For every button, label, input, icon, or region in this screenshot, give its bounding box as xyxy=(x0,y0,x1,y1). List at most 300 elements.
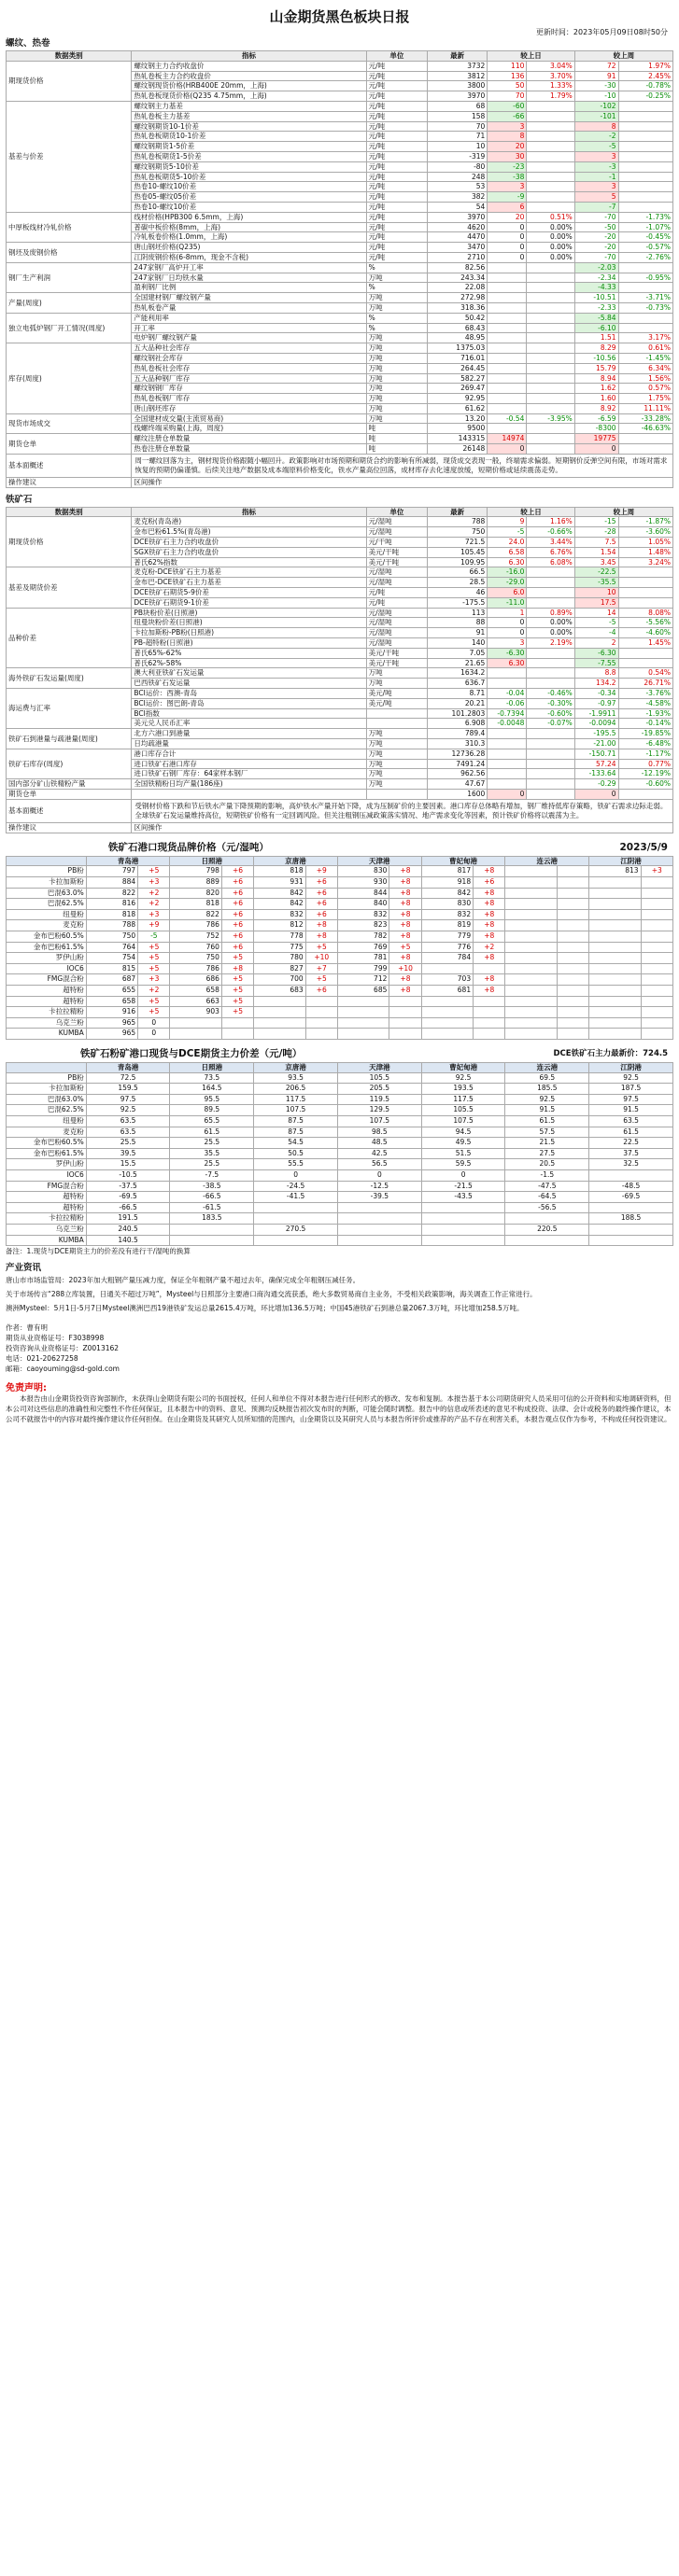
spread-cell: 119.5 xyxy=(337,1094,421,1105)
cell: 2 xyxy=(574,638,618,649)
cell xyxy=(618,323,672,333)
cell: -6.48% xyxy=(618,739,672,749)
cell: 0.00% xyxy=(527,252,574,262)
cell: 1.16% xyxy=(527,517,574,527)
cell: 6.76% xyxy=(527,547,574,557)
cell: 元/吨 xyxy=(366,91,427,102)
price-cell xyxy=(589,1007,641,1018)
cell: 1600 xyxy=(428,789,488,799)
spread-cell: -21.5 xyxy=(421,1181,505,1192)
change-cell xyxy=(474,996,505,1007)
cell: 开工率 xyxy=(132,323,366,333)
change-cell: 0 xyxy=(138,1017,170,1029)
price-cell xyxy=(589,942,641,953)
change-cell: +2 xyxy=(138,985,170,996)
cell: 1.51 xyxy=(574,333,618,343)
cell: -3.71% xyxy=(618,293,672,303)
spread-cell: 35.5 xyxy=(170,1148,254,1159)
category-cell: 钢厂生产利润 xyxy=(7,262,132,292)
change-cell: +3 xyxy=(641,866,672,877)
cell xyxy=(618,142,672,152)
spread-cell: 105.5 xyxy=(421,1105,505,1116)
change-cell xyxy=(641,942,672,953)
cell: 螺纹钢现货价格(HRB400E 20mm，上海) xyxy=(132,81,366,91)
cell: 麦克粉(青岛港) xyxy=(132,517,366,527)
table-row xyxy=(7,974,673,986)
cell xyxy=(618,578,672,588)
change-cell: +5 xyxy=(389,942,421,953)
spread-cell: 50.5 xyxy=(254,1148,338,1159)
price-cell: 784 xyxy=(421,953,473,964)
change-cell: +8 xyxy=(474,920,505,931)
cell: 2.45% xyxy=(618,71,672,81)
price-cell: 786 xyxy=(170,963,221,974)
cell: 3812 xyxy=(428,71,488,81)
cell: 15.79 xyxy=(574,363,618,373)
change-cell: +3 xyxy=(138,909,170,920)
header-cell: 数据类别 xyxy=(7,51,132,62)
price-cell: 965 xyxy=(86,1029,137,1040)
price-cell xyxy=(589,953,641,964)
cell: 元/吨 xyxy=(366,222,427,232)
cell: 0 xyxy=(488,252,527,262)
cell: % xyxy=(366,262,427,273)
cell xyxy=(527,151,574,161)
cell: 冷轧板卷价格(1.0mm，上海) xyxy=(132,232,366,243)
table-row xyxy=(7,729,673,739)
change-cell: +8 xyxy=(389,909,421,920)
table-row xyxy=(7,1084,673,1095)
price-cell: 823 xyxy=(337,920,389,931)
header-cell: 较上日 xyxy=(488,51,574,62)
cell xyxy=(527,273,574,283)
brand-cell: 罗伊山粉 xyxy=(7,1159,87,1170)
cell: -0.54 xyxy=(488,413,527,424)
category-cell: 钢坯及废钢价格 xyxy=(7,243,132,263)
spread-cell xyxy=(254,1235,338,1246)
price-cell: 830 xyxy=(337,866,389,877)
cell: 元/吨 xyxy=(366,252,427,262)
cell: 20.21 xyxy=(428,698,488,708)
cell: -0.60% xyxy=(618,779,672,790)
cell: 8.71 xyxy=(428,689,488,699)
brand-cell: KUMBA xyxy=(7,1235,87,1246)
change-cell: +6 xyxy=(305,888,337,899)
spread-cell: -24.5 xyxy=(254,1181,338,1192)
price-cell: 815 xyxy=(86,963,137,974)
change-cell xyxy=(557,942,588,953)
spread-cell: 92.5 xyxy=(589,1072,673,1084)
cell: 7.05 xyxy=(428,648,488,658)
cell: 1.56% xyxy=(618,373,672,384)
cell: 4620 xyxy=(428,222,488,232)
brand-cell: 卡拉拉精粉 xyxy=(7,1213,87,1225)
cell: -5.56% xyxy=(618,618,672,628)
brand-cell: 超特粉 xyxy=(7,1202,87,1213)
brand-cell: 罗伊山粉 xyxy=(7,953,87,964)
cell xyxy=(527,779,574,790)
cell: 港口库存合计 xyxy=(132,749,366,759)
cell: 万吨 xyxy=(366,353,427,363)
cell: -2.34 xyxy=(574,273,618,283)
cell: 螺纹钢期货10-1价差 xyxy=(132,121,366,132)
cell: -1 xyxy=(574,172,618,182)
spread-cell xyxy=(589,1224,673,1235)
cell: 万吨 xyxy=(366,403,427,413)
cell: 0 xyxy=(488,232,527,243)
cell: 0 xyxy=(488,628,527,638)
cell: 0.54% xyxy=(618,668,672,679)
cell xyxy=(618,132,672,142)
cell: 7.5 xyxy=(574,538,618,548)
cell: 0.77% xyxy=(618,759,672,769)
spread-cell: 49.5 xyxy=(421,1138,505,1149)
cell: 8.08% xyxy=(618,608,672,618)
cell: 750 xyxy=(428,527,488,538)
cell: 68.43 xyxy=(428,323,488,333)
category-cell: 中厚板线材冷轧价格 xyxy=(7,212,132,242)
cell: 1.60 xyxy=(574,394,618,404)
price-cell xyxy=(421,1029,473,1040)
cell: 1.33% xyxy=(527,81,574,91)
cell xyxy=(366,789,427,799)
change-cell: +5 xyxy=(305,942,337,953)
brand-cell: IOC6 xyxy=(7,1170,87,1182)
spread-cell: 73.5 xyxy=(170,1072,254,1084)
cell: 30 xyxy=(488,151,527,161)
spread-cell: 0 xyxy=(421,1170,505,1182)
table-row xyxy=(7,1148,673,1159)
port-header: 连云港 xyxy=(505,856,589,866)
cell: -3.76% xyxy=(618,689,672,699)
price-cell xyxy=(254,996,305,1007)
cell: 日均疏港量 xyxy=(132,739,366,749)
change-cell: +6 xyxy=(221,909,253,920)
change-cell xyxy=(557,866,588,877)
cell: -66 xyxy=(488,111,527,121)
cell xyxy=(527,161,574,172)
cell xyxy=(527,739,574,749)
spread-cell: 183.5 xyxy=(170,1213,254,1225)
spread-cell: 69.5 xyxy=(505,1072,589,1084)
cell: -0.7394 xyxy=(488,708,527,719)
cell: 70 xyxy=(488,91,527,102)
cell: -46.63% xyxy=(618,424,672,434)
spread-cell: 164.5 xyxy=(170,1084,254,1095)
cell xyxy=(527,769,574,779)
spread-cell: -37.5 xyxy=(86,1181,170,1192)
change-cell xyxy=(641,1029,672,1040)
change-cell: +2 xyxy=(138,899,170,910)
author-line: 投资咨询从业资格证号：Z0013162 xyxy=(6,1344,120,1353)
price-cell: 818 xyxy=(86,909,137,920)
cell: 6.30 xyxy=(488,658,527,668)
cell: 元/吨 xyxy=(366,597,427,608)
cell: DCE铁矿石期货5-9价差 xyxy=(132,588,366,598)
cell: 143315 xyxy=(428,434,488,444)
cell xyxy=(527,343,574,354)
cell xyxy=(618,182,672,192)
cell: -0.0094 xyxy=(574,719,618,729)
price-cell: 658 xyxy=(86,996,137,1007)
cell: 全国建材钢厂螺纹钢产量 xyxy=(132,293,366,303)
cell: 全国铁精粉日均产量(186座) xyxy=(132,779,366,790)
cell: -3.95% xyxy=(527,413,574,424)
spread-cell: 32.5 xyxy=(589,1159,673,1170)
change-cell xyxy=(557,1007,588,1018)
price-cell: 918 xyxy=(421,876,473,888)
cell: 3 xyxy=(574,182,618,192)
dce-latest-label: DCE铁矿石主力最新价： xyxy=(553,1048,644,1058)
cell: 54 xyxy=(428,202,488,212)
cell: -0.95% xyxy=(618,273,672,283)
cell xyxy=(618,444,672,455)
cell: 电炉钢厂螺纹钢产量 xyxy=(132,333,366,343)
cell: BCI运价：西澳-青岛 xyxy=(132,689,366,699)
price-cell xyxy=(505,866,557,877)
table-row xyxy=(7,689,673,699)
spread-cell: 98.5 xyxy=(337,1127,421,1138)
change-cell xyxy=(305,996,337,1007)
change-cell xyxy=(641,963,672,974)
blank-header xyxy=(7,1062,87,1072)
price-cell xyxy=(505,953,557,964)
cell: 3 xyxy=(488,638,527,649)
change-cell: +8 xyxy=(389,899,421,910)
spread-cell: 61.5 xyxy=(170,1127,254,1138)
cell xyxy=(527,262,574,273)
cell: 美元/吨 xyxy=(366,698,427,708)
spread-cell: 187.5 xyxy=(589,1084,673,1095)
table-row xyxy=(7,1224,673,1235)
table-row xyxy=(7,996,673,1007)
cell: 8.94 xyxy=(574,373,618,384)
cell: -0.06 xyxy=(488,698,527,708)
price-cell: 750 xyxy=(170,953,221,964)
port-spread-table xyxy=(6,1062,673,1246)
category-cell: 品种价差 xyxy=(7,608,132,668)
cell: 20 xyxy=(488,212,527,222)
price-cell: 775 xyxy=(254,942,305,953)
cell xyxy=(618,658,672,668)
cell: 美元/干吨 xyxy=(366,658,427,668)
change-cell: +8 xyxy=(474,974,505,986)
advice-row xyxy=(7,477,673,487)
cell: 线螺终端采购量(上海，周度) xyxy=(132,424,366,434)
spread-cell: 15.5 xyxy=(86,1159,170,1170)
cell: 3.04% xyxy=(527,61,574,71)
spread-cell: 220.5 xyxy=(505,1224,589,1235)
category-cell: 国内部分矿山铁精粉产量 xyxy=(7,779,132,790)
spread-cell: 37.5 xyxy=(589,1148,673,1159)
brand-cell: 金布巴粉60.5% xyxy=(7,931,87,942)
price-cell xyxy=(170,1017,221,1029)
port-header: 青岛港 xyxy=(86,856,170,866)
cell xyxy=(527,658,574,668)
cell: 元/吨 xyxy=(366,121,427,132)
cell: -0.60% xyxy=(527,708,574,719)
price-cell xyxy=(589,974,641,986)
spread-cell xyxy=(589,1170,673,1182)
port-header: 青岛港 xyxy=(86,1062,170,1072)
cell: -10.56 xyxy=(574,353,618,363)
cell xyxy=(527,434,574,444)
cell xyxy=(618,434,672,444)
change-cell: +6 xyxy=(221,866,253,877)
cell xyxy=(366,719,427,729)
header-row xyxy=(7,507,673,517)
cell: 0 xyxy=(488,243,527,253)
price-cell xyxy=(505,1007,557,1018)
cell xyxy=(527,679,574,689)
cell xyxy=(527,749,574,759)
cell xyxy=(618,313,672,323)
cell: 五大品种社会库存 xyxy=(132,343,366,354)
price-cell: 663 xyxy=(170,996,221,1007)
header-row xyxy=(7,856,673,866)
cell: 热轧卷板期货1-5价差 xyxy=(132,151,366,161)
spread-cell: 63.5 xyxy=(86,1116,170,1127)
change-cell xyxy=(557,1029,588,1040)
cell: 264.45 xyxy=(428,363,488,373)
cell: -3.60% xyxy=(618,527,672,538)
cell: -30 xyxy=(574,81,618,91)
cell: 0 xyxy=(488,789,527,799)
cell: 螺纹钢主力合约收盘价 xyxy=(132,61,366,71)
table-row xyxy=(7,888,673,899)
cell: 20 xyxy=(488,142,527,152)
cell: 吨 xyxy=(366,434,427,444)
change-cell xyxy=(557,888,588,899)
cell: PB块粉价差(日照港) xyxy=(132,608,366,618)
price-cell xyxy=(505,974,557,986)
price-cell: 813 xyxy=(589,866,641,877)
price-cell: 818 xyxy=(254,866,305,877)
cell: 螺纹钢期货1-5价差 xyxy=(132,142,366,152)
cell xyxy=(488,293,527,303)
table-row xyxy=(7,343,673,354)
cell: -10 xyxy=(574,91,618,102)
cell: 109.95 xyxy=(428,557,488,567)
price-cell xyxy=(505,963,557,974)
report-page xyxy=(6,0,673,1424)
cell: % xyxy=(366,323,427,333)
cell: 3732 xyxy=(428,61,488,71)
price-cell xyxy=(589,996,641,1007)
cell: 50 xyxy=(488,81,527,91)
price-cell xyxy=(589,920,641,931)
iron-ore-table xyxy=(6,507,673,833)
change-cell: +5 xyxy=(138,953,170,964)
table-row xyxy=(7,1159,673,1170)
spread-cell: -56.5 xyxy=(505,1202,589,1213)
table-row xyxy=(7,1105,673,1116)
price-cell: 822 xyxy=(170,909,221,920)
cell xyxy=(527,313,574,323)
table-row xyxy=(7,1017,673,1029)
spread-cell: 51.5 xyxy=(421,1148,505,1159)
cell xyxy=(527,172,574,182)
spread-cell xyxy=(254,1213,338,1225)
cell: 6.58 xyxy=(488,547,527,557)
cell: 8.29 xyxy=(574,343,618,354)
cell: 14974 xyxy=(488,434,527,444)
change-cell: +2 xyxy=(138,888,170,899)
cell: 元/湿吨 xyxy=(366,608,427,618)
category-cell: 期货仓单 xyxy=(7,789,132,799)
cell: 0.00% xyxy=(527,628,574,638)
header-cell: 最新 xyxy=(428,51,488,62)
disclaimer-text: 本报告由山金期货投资咨询部制作，未获得山金期货有限公司的书面授权，任何人和单位不得对本报告进行任何形式的修改、发布和复制。本报告基于本公司期货研究人员采用可信的公开资料和实地调研资料，但本公司对这些信息的准确性和完整性不作任何保证，且本报告中的资料、意见、预测均反映报告初次发布时的判断，可能会随时调整。报告中的信息或所表述的意见不构成投资、法律、会计或税务的最终操作建议，本公司不就报告中的内容对最终操作建议作任何担保。在山金期货及其研究人员所知情的范围内，山金期货以及其研究人员与本报告所评价或推荐的产品不存在利害关系，本报告观点仅作为参考，不构成任何投资建议。 xyxy=(6,1394,672,1424)
cell: 螺纹钢社会库存 xyxy=(132,353,366,363)
cell: 3.44% xyxy=(527,538,574,548)
advice-label: 操作建议 xyxy=(7,477,132,487)
brand-cell: 巴混62.5% xyxy=(7,899,87,910)
price-cell: 818 xyxy=(170,899,221,910)
cell: 万吨 xyxy=(366,769,427,779)
cell: 61.62 xyxy=(428,403,488,413)
price-cell xyxy=(505,888,557,899)
cell xyxy=(527,789,574,799)
cell: 螺纹钢期货5-10价差 xyxy=(132,161,366,172)
cell xyxy=(618,111,672,121)
cell: 螺纹钢钢厂库存 xyxy=(132,384,366,394)
port-header: 日照港 xyxy=(170,1062,254,1072)
cell: PB-超特粉(日照港) xyxy=(132,638,366,649)
category-cell: 独立电弧炉钢厂开工情况(周度) xyxy=(7,313,132,343)
table-row xyxy=(7,1029,673,1040)
cell: 0.00% xyxy=(527,232,574,243)
change-cell: +8 xyxy=(305,920,337,931)
price-cell xyxy=(589,1017,641,1029)
blank-header xyxy=(7,856,87,866)
cell: 92.95 xyxy=(428,394,488,404)
cell: 636.7 xyxy=(428,679,488,689)
cell: 962.56 xyxy=(428,769,488,779)
advice-text: 区间操作 xyxy=(132,822,673,833)
port-header: 天津港 xyxy=(337,1062,421,1072)
brand-cell: KUMBA xyxy=(7,1029,87,1040)
cell xyxy=(488,739,527,749)
cell xyxy=(488,403,527,413)
cell: 卡拉加斯粉-PB粉(日照港) xyxy=(132,628,366,638)
price-cell xyxy=(505,985,557,996)
cell: -15 xyxy=(574,517,618,527)
cell: 4470 xyxy=(428,232,488,243)
change-cell: +5 xyxy=(138,942,170,953)
spread-cell xyxy=(254,1202,338,1213)
port-price-title xyxy=(6,839,673,856)
cell xyxy=(488,424,527,434)
change-cell: +10 xyxy=(389,963,421,974)
spread-cell xyxy=(170,1235,254,1246)
cell: 28.5 xyxy=(428,578,488,588)
cell xyxy=(527,283,574,293)
spread-cell: 61.5 xyxy=(505,1116,589,1127)
brand-cell: 乌克兰粉 xyxy=(7,1224,87,1235)
change-cell xyxy=(389,996,421,1007)
price-cell: 780 xyxy=(254,953,305,964)
cell: 1.54 xyxy=(574,547,618,557)
price-cell xyxy=(254,1007,305,1018)
cell: 热轧卷板期货5-10价差 xyxy=(132,172,366,182)
change-cell xyxy=(641,920,672,931)
cell: 万吨 xyxy=(366,302,427,313)
cell xyxy=(488,679,527,689)
price-cell: 797 xyxy=(86,866,137,877)
author-line: 作者：曹有明 xyxy=(6,1323,48,1333)
cell xyxy=(527,394,574,404)
